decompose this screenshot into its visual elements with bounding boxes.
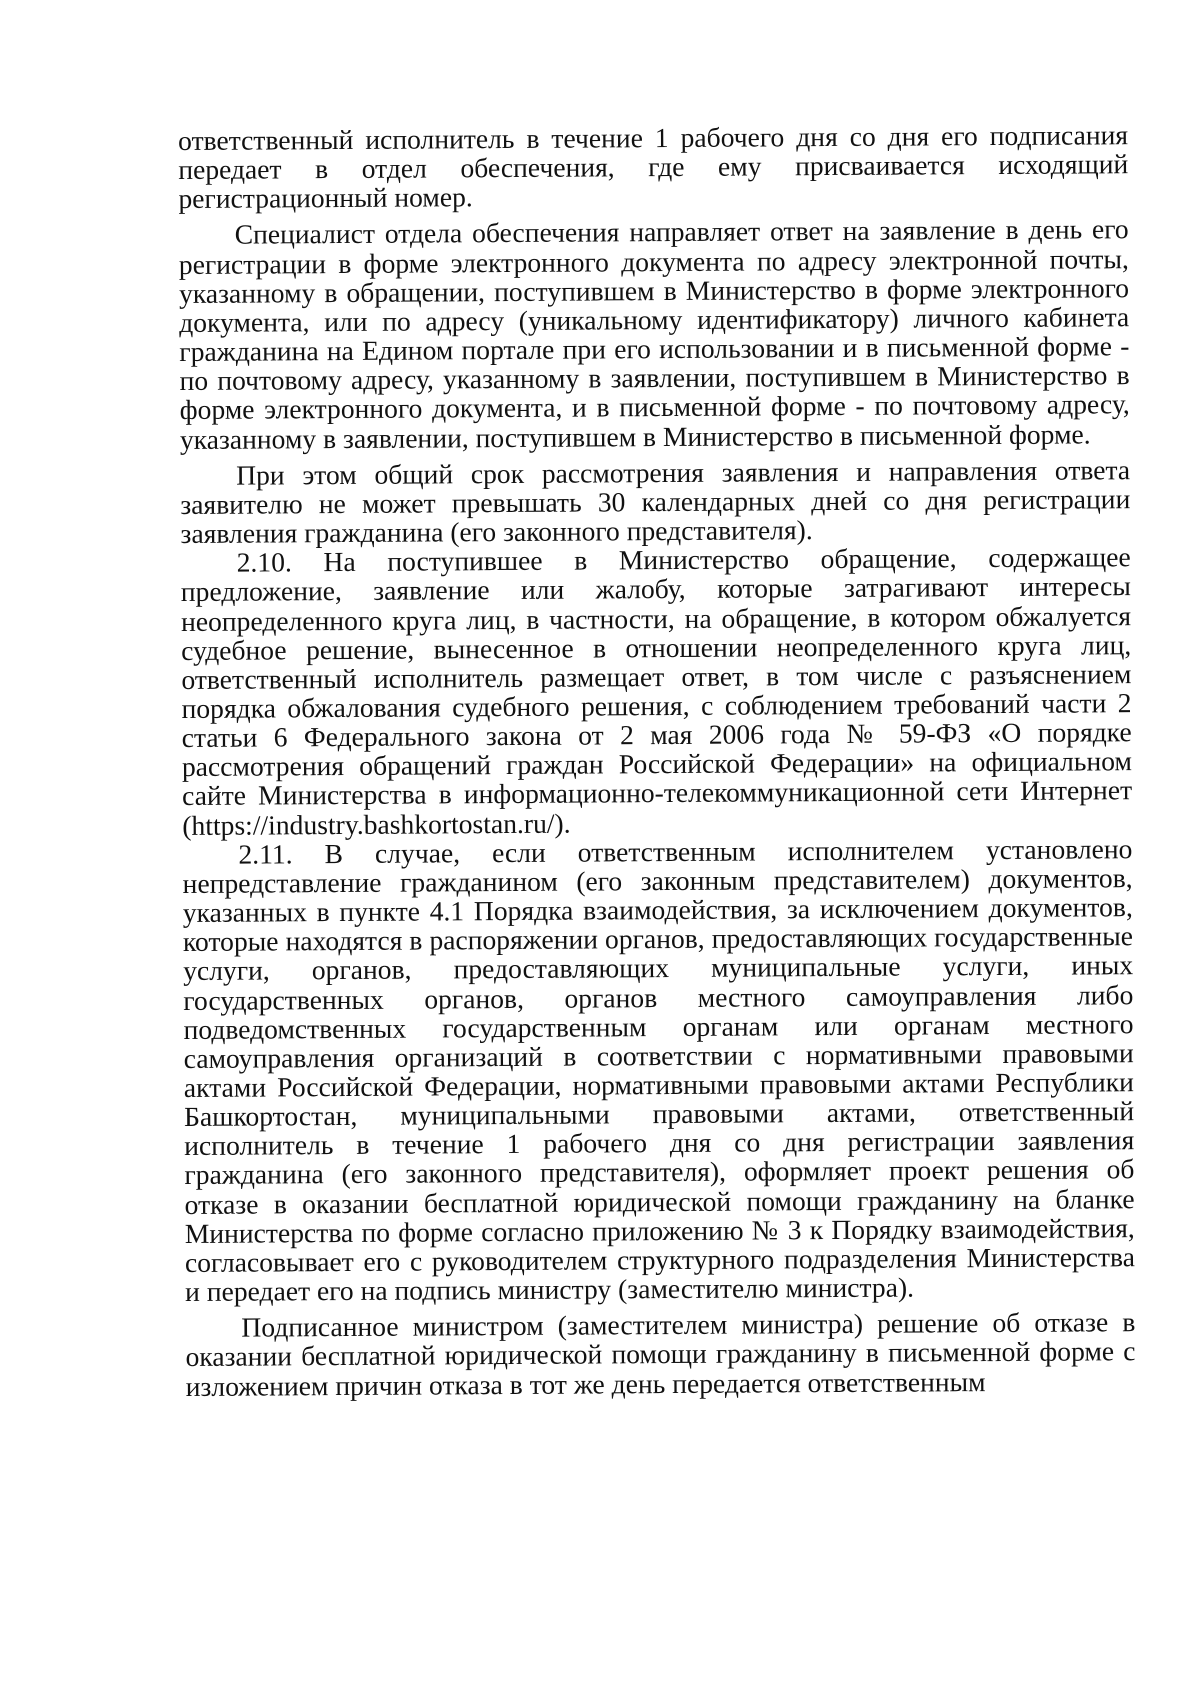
document-body [178, 120, 1136, 1400]
paragraph-clause-2-11: 2.11. В случае, если ответственным исполнителем установлено непредставление гражданином (его законным представителем) документов, указанных в пункте 4.1 Порядка взаимодействия, за исключением документов, которые находятся в распоряжении органов, предоставляющих государственные услуги, органов, предоставляющих муниципальные услуги, иных государственных органов, органов местного самоуправления либо подведомственных государственным органам или органам местного самоуправления организаций в соответствии с нормативными правовыми актами Российской Федерации, нормативными правовыми актами Республики Башкортостан, муниципальными правовыми актами, ответственный исполнитель в течение 1 рабочего дня со дня регистрации заявления гражданина (его законного представителя), оформляет проект решения об отказе в оказании бесплатной юридической помощи гражданину на бланке Министерства по форме согласно приложению № 3 к Порядку взаимодействия, согласовывает его с руководителем структурного подразделения Министерства и передает его на подпись министру (заместителю министра). [182, 832, 1136, 1308]
paragraph-continuation: ответственный исполнитель в течение 1 рабочего дня со дня его подписания передает в отдел обеспечения, где ему присваивается исходящий регистрационный номер. [177, 119, 1129, 215]
paragraph-clause-2-10: 2.10. На поступившее в Министерство обращение, содержащее предложение, заявление или жалобу, которые затрагивают интересы неопределенного круга лиц, в частности, на обращение, в котором обжалуется судебное решение, вынесенное в отношении неопределенного круга лиц, ответственный исполнитель размещает ответ, в том числе с разъяснением порядка обжалования судебного решения, с соблюдением требований части 2 статьи 6 Федерального закона от 2 мая 2006 года № 59-ФЗ «О порядке рассмотрения обращений граждан Российской Федерации» на официальном сайте Министерства в информационно-телекоммуникационной сети Интернет (https://industry.bashkortostan.ru/). [180, 541, 1133, 841]
paragraph-total-term: При этом общий срок рассмотрения заявления и направления ответа заявителю не может превышать 30 календарных дней со дня регистрации заявления гражданина (его законного представителя). [180, 453, 1131, 550]
paragraph-signed-refusal: Подписанное министром (заместителем министра) решение об отказе в оказании бесплатной юридической помощи гражданину в письменной форме с изложением причин отказа в тот же день передается ответственным [185, 1306, 1136, 1402]
paragraph-response-delivery: Специалист отдела обеспечения направляет ответ на заявление в день его регистрации в форме электронного документа по адресу электронной почты, указанному в обращении, поступившем в Министерство в форме электронного документа, или по адресу (уникальному идентификатору) личного кабинета гражданина на Едином портале при его использовании и в письменной форме - по почтовому адресу, указанному в заявлении, поступившем в Министерство в форме электронного документа, и в письменной форме - по почтовому адресу, указанному в заявлении, поступившем в Министерство в письменной форме. [178, 213, 1130, 455]
